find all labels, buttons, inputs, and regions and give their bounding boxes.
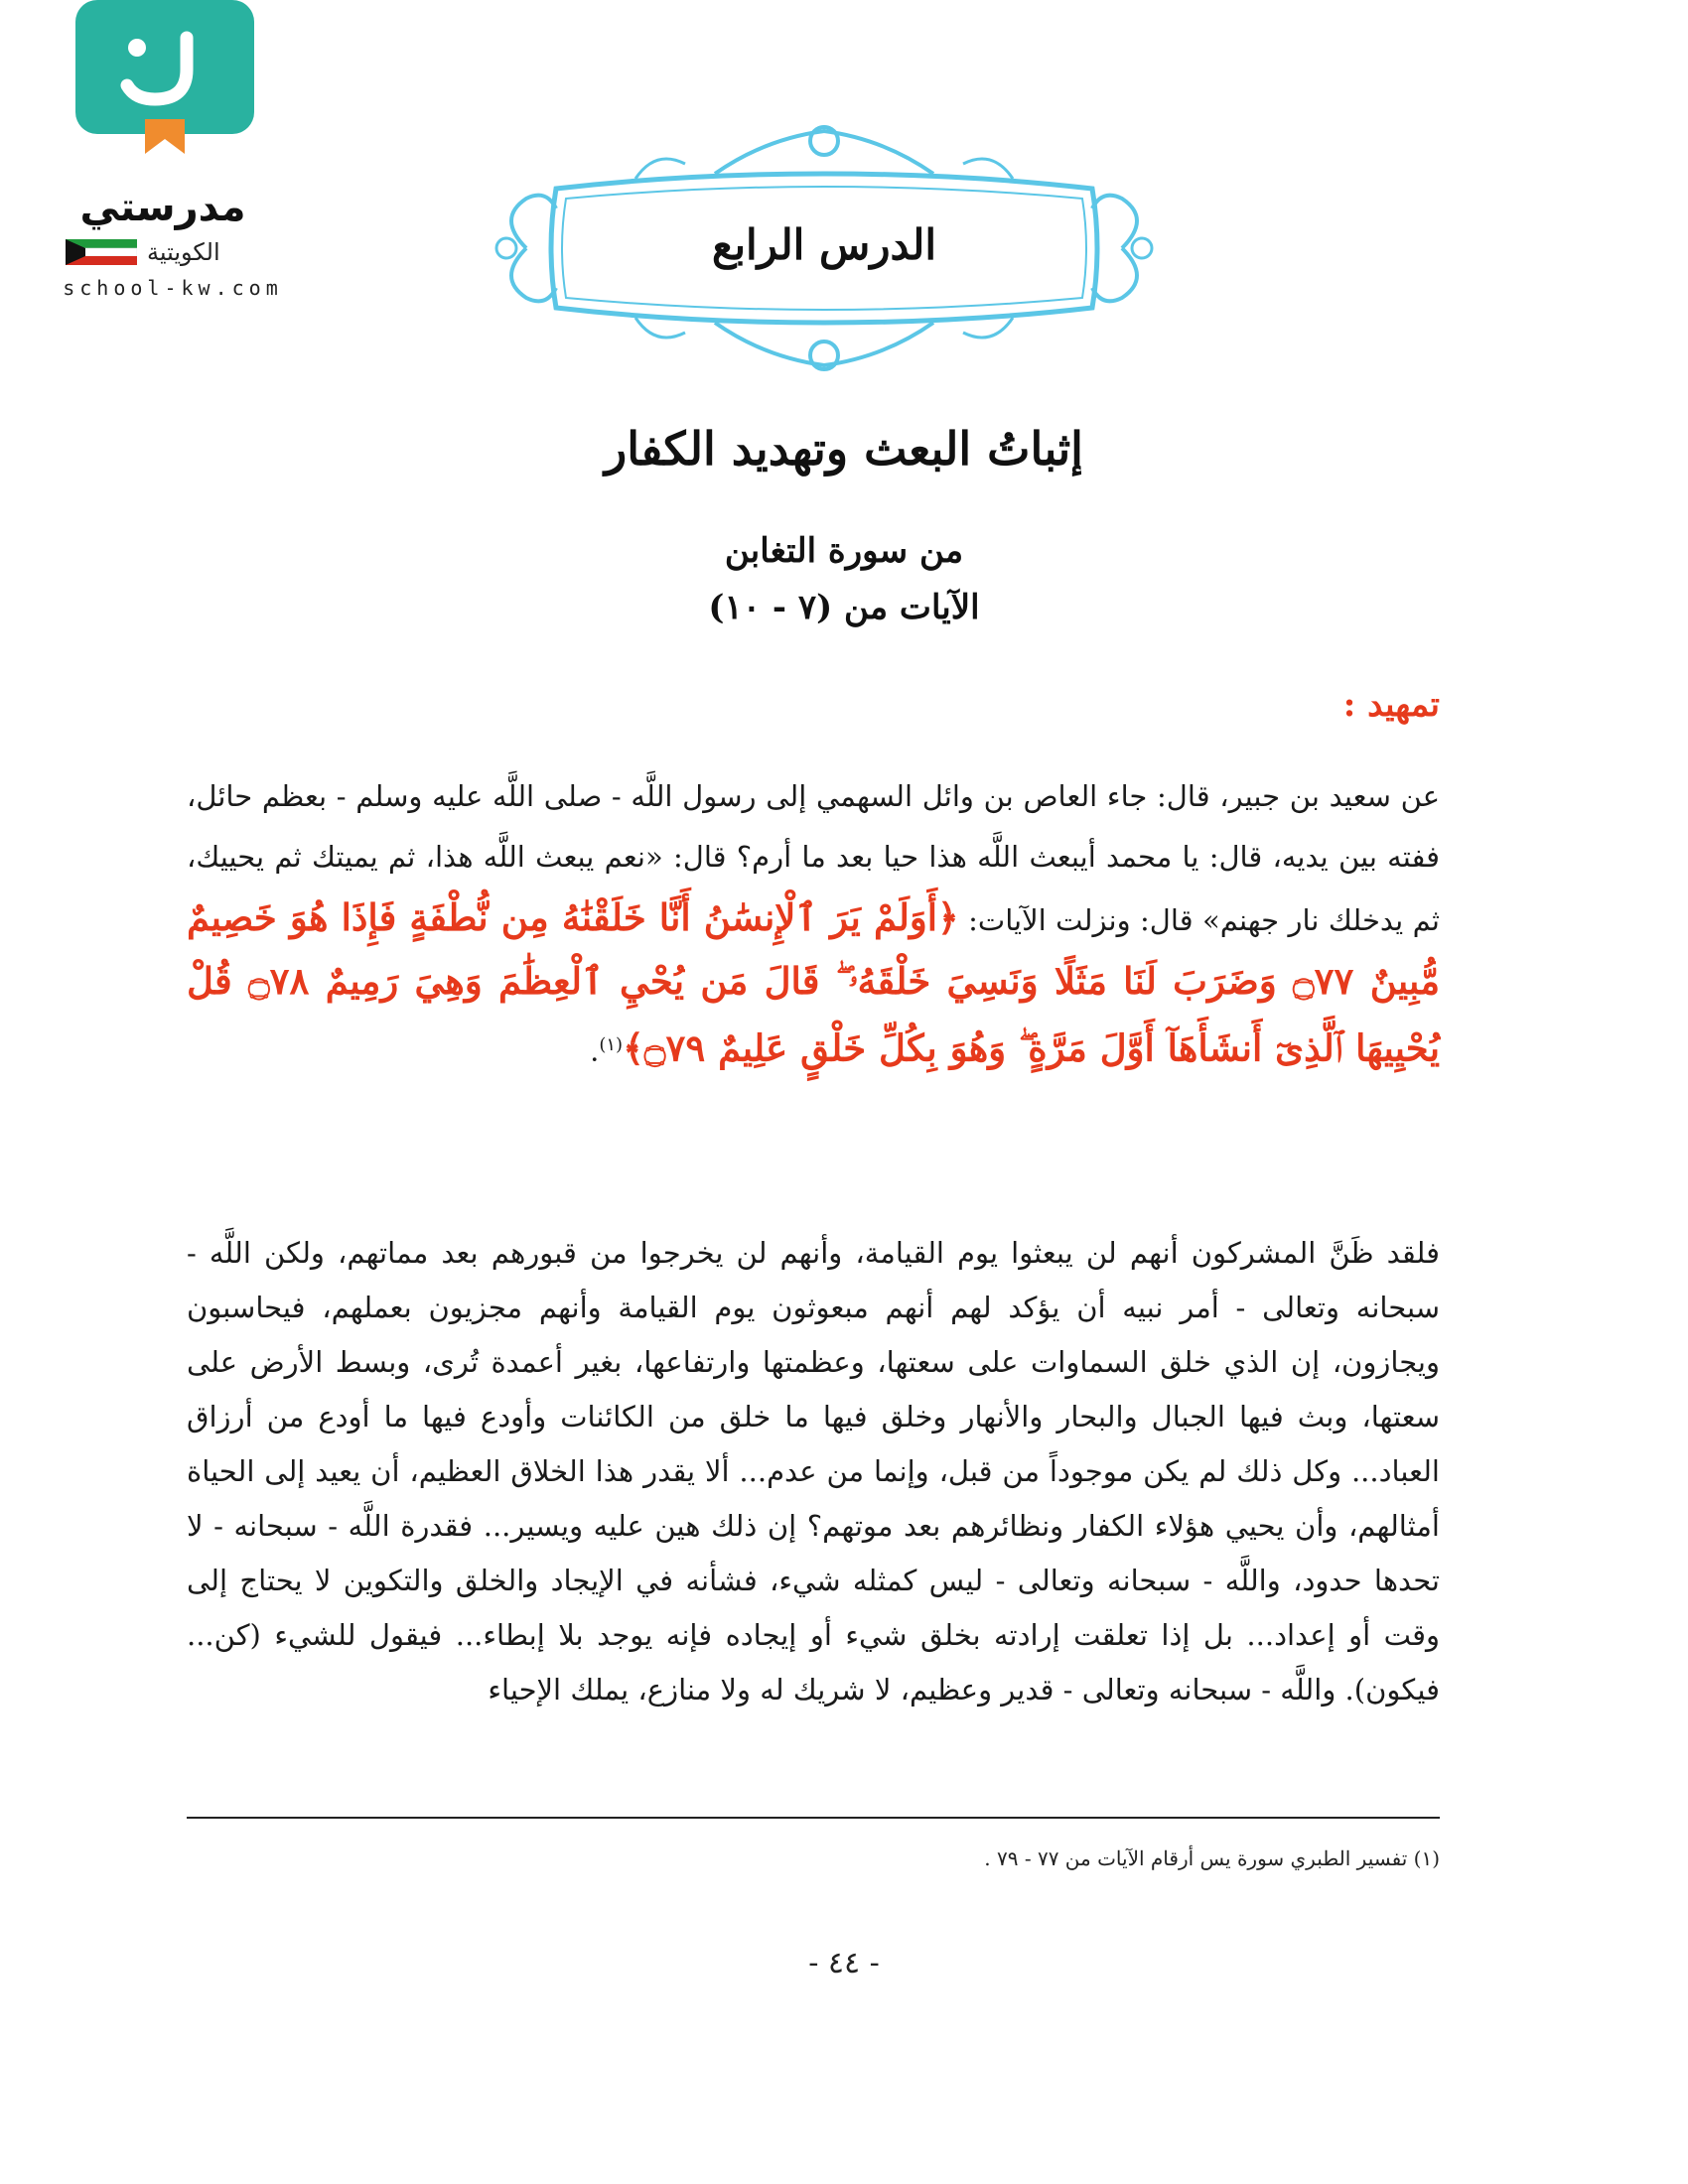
footnote-divider (187, 1817, 1440, 1819)
logo-url: school-kw.com (63, 276, 283, 300)
body-paragraph: فلقد ظَنَّ المشركون أنهم لن يبعثوا يوم القيامة، وأنهم لن يخرجوا من قبورهم بعد مماتهم، ولكن اللَّه - سبحانه وتعالى - أمر نبيه أن يؤكد لهم أنهم مبعوثون يوم القيامة وأنهم مجزيون بعملهم، فيحاسبون ويجازون، إن الذي خلق السماوات على سعتها، وعظمتها وارتفاعها، بغير أعمدة تُرى، وبسط الأرض على سعتها، وبث فيها الجبال والبحار والأنهار وخلق فيها ما خلق من الكائنات وأودع فيها ما أودع من أرزاق العباد... وكل ذلك لم يكن موجوداً من قبل، وإنما من عدم... ألا يقدر هذا الخلاق العظيم، أن يعيد إلى الحياة أمثالهم، وأن يحيي هؤلاء الكفار ونظائرهم بعد موتهم؟ إن ذلك هين عليه ويسير... فقدرة اللَّه - سبحانه - لا تحدها حدود، واللَّه - سبحانه وتعالى - ليس كمثله شيء، فشأنه في الإيجاد والخلق والتكوين لا يحتاج إلى وقت أو إعداد... بل إذا تعلقت إرادته بخلق شيء أو إيجاده فإنه يوجد بلا إبطاء... فيقول للشيء (كن... فيكون). واللَّه - سبحانه وتعالى - قدير وعظيم، لا شريك له ولا منازع، يملك الإحياء (187, 1236, 1440, 1706)
surah-line: من سورة التغابن (724, 531, 964, 571)
logo-subtitle: الكويتية (147, 238, 220, 266)
lesson-number-title: الدرس الرابع (711, 220, 937, 269)
intro-paragraph (187, 766, 1440, 1082)
logo-subtitle-row (66, 238, 304, 266)
logo-name: مدرستي (79, 185, 246, 230)
lesson-title: إثباتُ البعث وتهديد الكفار (605, 422, 1083, 476)
kuwait-flag-icon (66, 239, 137, 265)
logo-book-icon (75, 0, 254, 154)
madrasati-logo (14, 0, 312, 308)
quran-verses: ﴿أَوَلَمْ يَرَ ٱلْإِنسَٰنُ أَنَّا خَلَقْنَٰهُ مِن نُّطْفَةٍ فَإِذَا هُوَ خَصِيمٌ مُّبِينٌ ۝٧٧ وَضَرَبَ لَنَا مَثَلًا وَنَسِيَ خَلْقَهُۥ ۖ قَالَ مَن يُحْيِ ٱلْعِظَٰمَ وَهِيَ رَمِيمٌ ۝٧٨ قُلْ يُحْيِيهَا ٱلَّذِىٓ أَنشَأَهَآ أَوَّلَ مَرَّةٍ ۖ وَهُوَ بِكُلِّ خَلْقٍ عَلِيمٌ ۝٧٩﴾ (187, 895, 1441, 1070)
footnote-marker: (١) (599, 1034, 624, 1055)
intro-heading: تمهيد : (1342, 685, 1440, 725)
verses-range: الآيات من (٧ - ١٠) (708, 588, 980, 627)
page-number: - ٤٤ - (808, 1946, 880, 1980)
intro-text: عن سعيد بن جبير، قال: جاء العاص بن وائل السهمي إلى رسول اللَّه - صلى اللَّه عليه وسلم - بعظم حائل، ففته بين يديه، قال: يا محمد أيبعث اللَّه هذا حيا بعد ما أرم؟ قال: «نعم يبعث اللَّه هذا، ثم يميتك ثم يحييك، ثم يدخلك نار جهنم» قال: ونزلت الآيات: (187, 779, 1440, 937)
footnote: (١) تفسير الطبري سورة يس أرقام الآيات من ٧٧ - ٧٩ . (984, 1846, 1440, 1870)
intro-end: . (590, 1033, 600, 1068)
